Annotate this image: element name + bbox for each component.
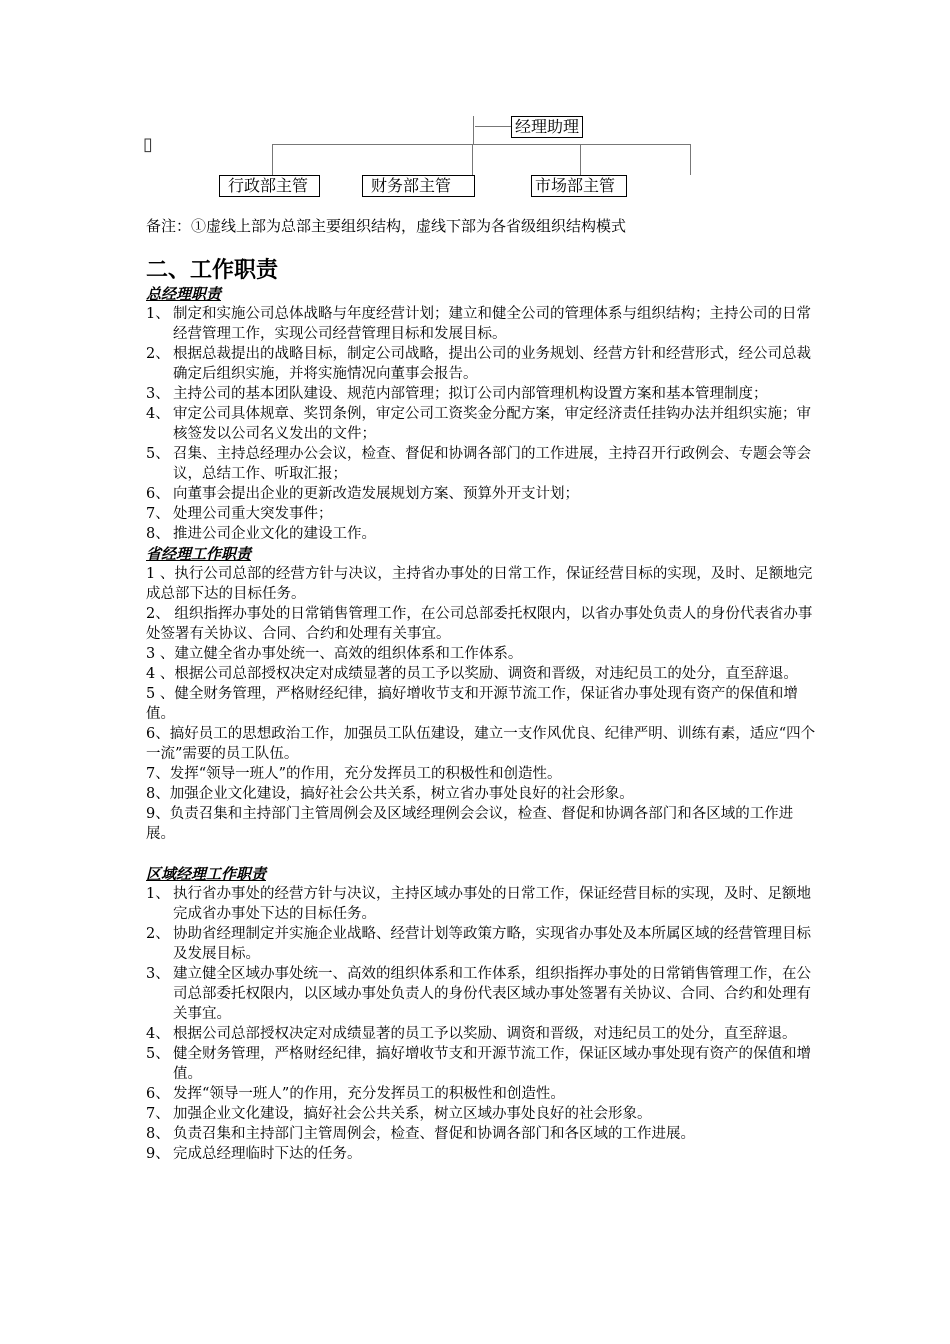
list-item: 2、 协助省经理制定并实施企业战略、经营计划等政策方略，实现省办事处及本所属区域的经营管理目标及发展目标。 <box>146 926 811 962</box>
pm-paragraph: 2、 组织指挥办事处的日常销售管理工作，在公司总部委托权限内，以省办事处负责人的身份代表省办事处签署有关协议、合同、合约和处理有关事宜。 <box>146 606 813 642</box>
org-box-market: 市场部主管 <box>531 175 627 197</box>
connector-line <box>272 144 690 145</box>
rm-heading: 区域经理工作职责 <box>146 865 267 883</box>
list-item: 3、 建立健全区域办事处统一、高效的组织体系和工作体系，组织指挥办事处的日常销售管理工作，在公司总部委托权限内，以区域办事处负责人的身份代表区域办事处签署有关协议、合同、合约和处理有关事宜。 <box>146 966 811 1022</box>
list-item: 7、 处理公司重大突发事件； <box>146 506 333 522</box>
list-item: 7、 加强企业文化建设，搞好社会公共关系，树立区域办事处良好的社会形象。 <box>146 1106 652 1122</box>
pm-paragraph: 1 、执行公司总部的经营方针与决议，主持省办事处的日常工作，保证经营目标的实现，及时、足额地完成总部下达的目标任务。 <box>146 566 813 602</box>
org-note: 备注：①虚线上部为总部主要组织结构，虚线下部为各省级组织结构模式 <box>146 217 627 235</box>
list-item: 8、 推进公司企业文化的建设工作。 <box>146 526 376 542</box>
list-item: 1、 制定和实施公司总体战略与年度经营计划；建立和健全公司的管理体系与组织结构；主持公司的日常经营管理工作，实现公司经营管理目标和发展目标。 <box>146 306 811 342</box>
gm-list <box>146 304 818 544</box>
pm-paragraph: 7、发挥“领导一班人”的作用，充分发挥员工的积极性和创造性。 <box>146 766 562 782</box>
org-chart <box>0 0 950 205</box>
pm-paragraph: 6、搞好员工的思想政治工作，加强员工队伍建设，建立一支作风优良、纪律严明、训练有素，适应“四个一流”需要的员工队伍。 <box>146 726 816 762</box>
list-item: 3、 主持公司的基本团队建设、规范内部管理；拟订公司内部管理机构设置方案和基本管理制度； <box>146 386 768 402</box>
rm-list <box>146 884 818 1164</box>
pm-paragraph: 8、加强企业文化建设，搞好社会公共关系，树立省办事处良好的社会形象。 <box>146 786 634 802</box>
pm-paragraph: 9、负责召集和主持部门主管周例会及区域经理例会会议，检查、督促和协调各部门和各区域的工作进展。 <box>146 806 794 842</box>
list-item: 6、 向董事会提出企业的更新改造发展规划方案、预算外开支计划； <box>146 486 579 502</box>
list-item: 8、 负责召集和主持部门主管周例会，检查、督促和协调各部门和各区域的工作进展。 <box>146 1126 695 1142</box>
connector-line <box>580 144 581 175</box>
connector-line <box>472 144 473 175</box>
list-item: 5、 召集、主持总经理办公会议，检查、督促和协调各部门的工作进展，主持召开行政例会、专题会等会议，总结工作、听取汇报； <box>146 446 811 482</box>
list-item: 4、 审定公司具体规章、奖罚条例，审定公司工资奖金分配方案，审定经济责任挂钩办法并组织实施；审核签发以公司名义发出的文件； <box>146 406 811 442</box>
pm-paragraph: 3 、建立健全省办事处统一、高效的组织体系和工作体系。 <box>146 646 523 662</box>
pm-paragraph: 4 、根据公司总部授权决定对成绩显著的员工予以奖励、调资和晋级，对违纪员工的处分，直至辞退。 <box>146 666 798 682</box>
pm-paragraph: 5 、健全财务管理，严格财经纪律，搞好增收节支和开源节流工作，保证省办事处现有资产的保值和增值。 <box>146 686 798 722</box>
list-item: 9、 完成总经理临时下达的任务。 <box>146 1146 362 1162</box>
pm-heading: 省经理工作职责 <box>146 545 252 563</box>
document-body <box>146 256 818 1164</box>
connector-line <box>473 116 474 144</box>
org-box-assistant: 经理助理 <box>511 116 583 138</box>
org-box-finance: 财务部主管 <box>362 175 475 197</box>
list-item: 6、 发挥“领导一班人”的作用，充分发挥员工的积极性和创造性。 <box>146 1086 565 1102</box>
list-item: 4、 根据公司总部授权决定对成绩显著的员工予以奖励、调资和晋级，对违纪员工的处分，直至辞退。 <box>146 1026 797 1042</box>
connector-line <box>690 144 691 175</box>
list-item: 5、 健全财务管理，严格财经纪律，搞好增收节支和开源节流工作，保证区域办事处现有资产的保值和增值。 <box>146 1046 811 1082</box>
connector-line <box>475 126 511 127</box>
org-box-admin: 行政部主管 <box>219 175 320 197</box>
placeholder-glyph: ▯ <box>143 134 153 155</box>
list-item: 2、 根据总裁提出的战略目标，制定公司战略，提出公司的业务规划、经营方针和经营形式，经公司总裁确定后组织实施，并将实施情况向董事会报告。 <box>146 346 811 382</box>
gm-heading: 总经理职责 <box>146 285 222 303</box>
connector-line <box>272 144 273 175</box>
section-title: 二、工作职责 <box>146 257 279 283</box>
list-item: 1、 执行省办事处的经营方针与决议，主持区域办事处的日常工作，保证经营目标的实现，及时、足额地完成省办事处下达的目标任务。 <box>146 886 811 922</box>
